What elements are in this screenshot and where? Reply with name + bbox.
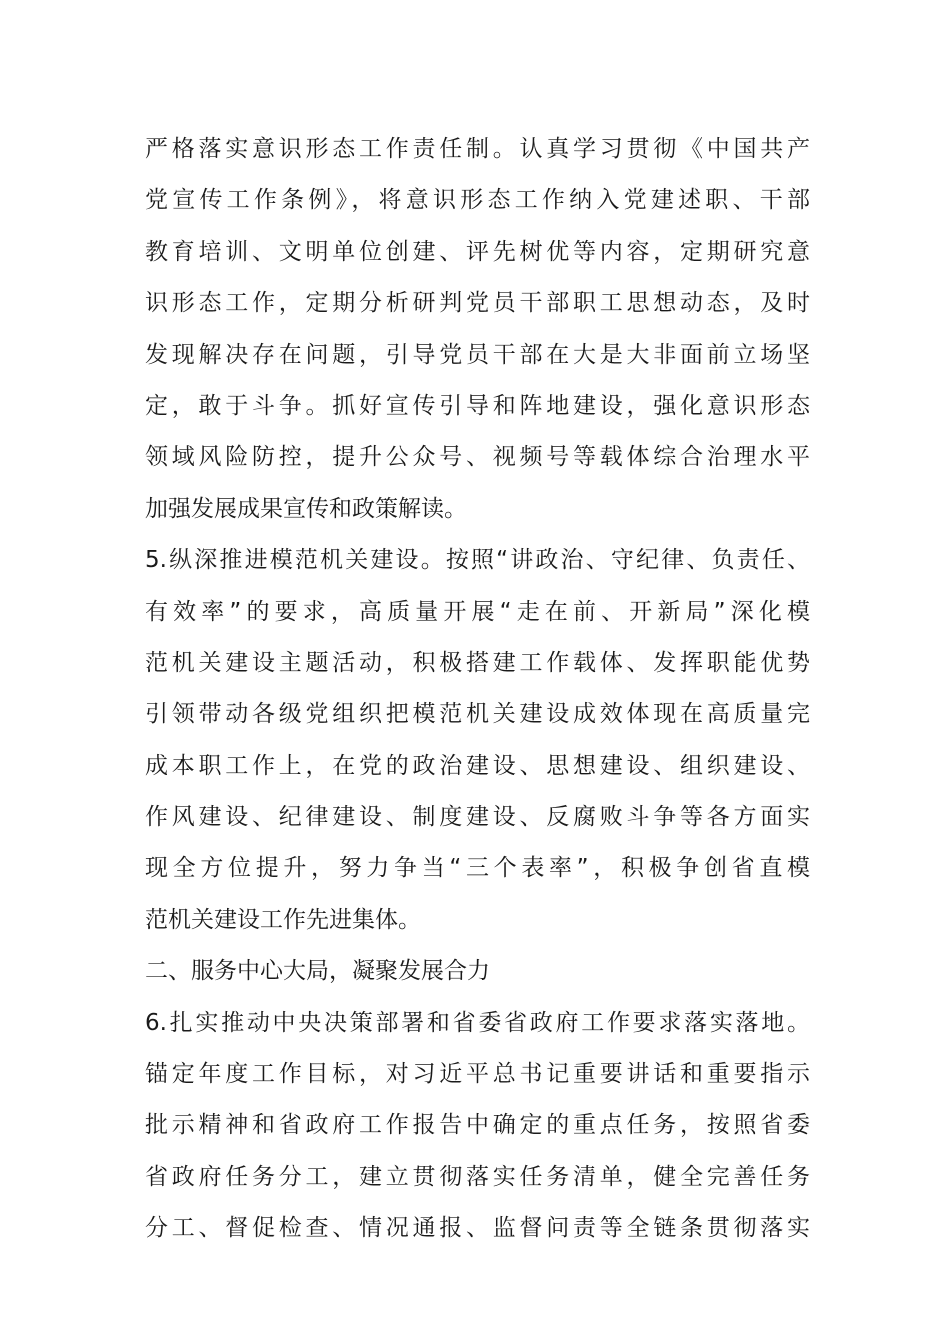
- text-line: 有效率”的要求，高质量开展“走在前、开新局”深化模: [145, 598, 810, 625]
- text-line: 加强发展成果宣传和政策解读。: [145, 495, 467, 522]
- text-line: 成本职工作上，在党的政治建设、思想建设、组织建设、: [145, 752, 810, 779]
- text-line: 引领带动各级党组织把模范机关建设成效体现在高质量完: [145, 701, 810, 728]
- text-line: 定，敢于斗争。抓好宣传引导和阵地建设，强化意识形态: [145, 392, 810, 419]
- text-line: 领域风险防控，提升公众号、视频号等载体综合治理水平: [145, 444, 810, 471]
- text-line: 作风建设、纪律建设、制度建设、反腐败斗争等各方面实: [145, 804, 810, 831]
- text-line: 现全方位提升，努力争当“三个表率”，积极争创省直模: [145, 855, 810, 882]
- text-line: 党宣传工作条例》，将意识形态工作纳入党建述职、干部: [145, 187, 810, 214]
- text-line: 分工、督促检查、情况通报、监督问责等全链条贯彻落实: [145, 1215, 810, 1242]
- section-6-heading-line: 6.扎实推动中央决策部署和省委省政府工作要求落实落地。: [145, 1009, 810, 1036]
- text-line: 教育培训、文明单位创建、评先树优等内容，定期研究意: [145, 238, 810, 265]
- section-heading: 二、服务中心大局，凝聚发展合力: [145, 958, 490, 985]
- text-line: 严格落实意识形态工作责任制。认真学习贯彻《中国共产: [145, 136, 810, 162]
- text-line: 批示精神和省政府工作报告中确定的重点任务，按照省委: [145, 1112, 810, 1139]
- text-line: 识形态工作，定期分析研判党员干部职工思想动态，及时: [145, 290, 810, 317]
- section-5-heading-line: 5.纵深推进模范机关建设。按照“讲政治、守纪律、负责任、: [145, 547, 810, 574]
- text-line: 发现解决存在问题，引导党员干部在大是大非面前立场坚: [145, 341, 810, 368]
- text-line: 锚定年度工作目标，对习近平总书记重要讲话和重要指示: [145, 1061, 810, 1088]
- text-line: 范机关建设主题活动，积极搭建工作载体、发挥职能优势: [145, 649, 810, 676]
- document-body: [145, 124, 810, 1255]
- text-line: 范机关建设工作先进集体。: [145, 906, 421, 933]
- text-line: 省政府任务分工，建立贯彻落实任务清单，健全完善任务: [145, 1163, 810, 1190]
